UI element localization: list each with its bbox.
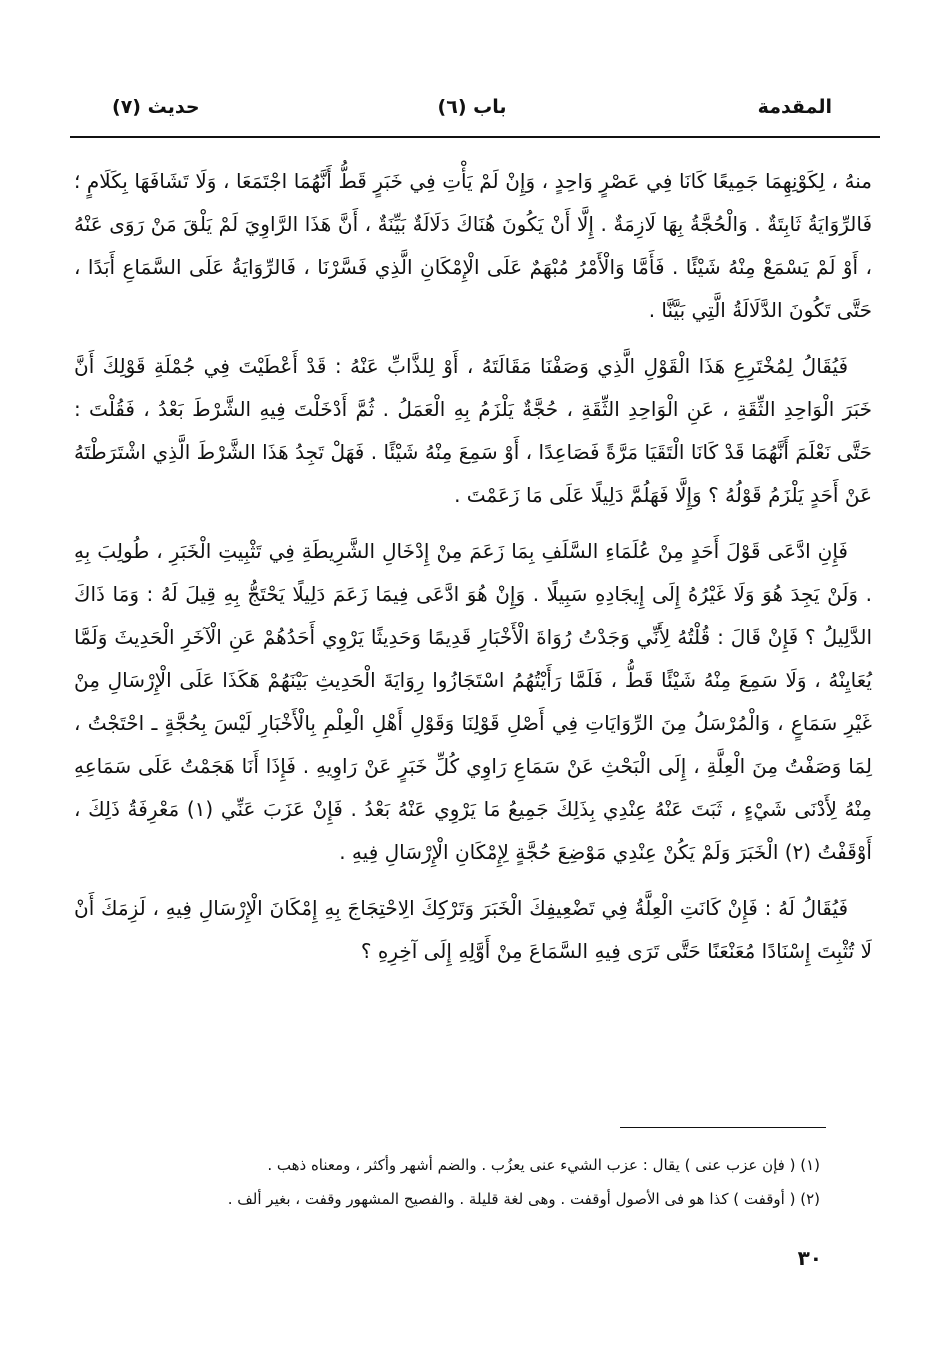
header-section-title: المقدمة bbox=[757, 96, 832, 118]
paragraph: فَيُقَالُ لَهُ : فَإِنْ كَانَتِ الْعِلَّةُ فِي تَضْعِيفِكَ الْخَبَرَ وَتَرْكِكَ الِاحْتِجَاجَ بِهِ إِمْكَانَ الْإِرْسَالِ فِيهِ ، لَزِمَكَ أَنْ لَا تُثْبِتَ إِسْنَادًا مُعَنْعَنًا حَتَّى تَرَى فِيهِ السَّمَاعَ مِنْ أَوَّلِهِ إِلَى آخِرِهِ ؟ bbox=[74, 896, 872, 963]
footnote-divider bbox=[620, 1127, 826, 1128]
header-hadith-label: حديث (٧) bbox=[112, 96, 200, 118]
main-text bbox=[74, 160, 872, 986]
header-divider bbox=[70, 136, 880, 138]
paragraph: فَإِنِ ادَّعَى قَوْلَ أَحَدٍ مِنْ عُلَمَاءِ السَّلَفِ بِمَا زَعَمَ مِنْ إِدْخَالِ الشَّرِيطَةِ فِي تَثْبِيتِ الْخَبَرِ ، طُولِبَ بِهِ . وَلَنْ يَجِدَ هُوَ وَلَا غَيْرُهُ إِلَى إِيجَادِهِ سَبِيلًا . وَإِنْ هُوَ ادَّعَى فِيمَا زَعَمَ دَلِيلًا يَحْتَجُّ بِهِ قِيلَ لَهُ : وَمَا ذَاكَ الدَّلِيلُ ؟ فَإِنْ قَالَ : قُلْتُهُ لِأَنِّي وَجَدْتُ رُوَاةَ الْأَخْبَارِ قَدِيمًا وَحَدِيثًا يَرْوِي أَحَدُهُمْ عَنِ الْآخَرِ الْحَدِيثَ وَلَمَّا يُعَايِنْهُ ، وَلَا سَمِعَ مِنْهُ شَيْئًا قَطُّ ، فَلَمَّا رَأَيْتُهُمُ اسْتَجَازُوا رِوَايَةَ الْحَدِيثِ بَيْنَهُمْ هَكَذَا عَلَى الْإِرْسَالِ مِنْ غَيْرِ سَمَاعٍ ، وَالْمُرْسَلُ مِنَ الرِّوَايَاتِ فِي أَصْلِ قَوْلِنَا وَقَوْلِ أَهْلِ الْعِلْمِ بِالْأَخْبَارِ لَيْسَ بِحُجَّةٍ ـ احْتَجْتُ ، لِمَا وَصَفْتُ مِنَ الْعِلَّةِ ، إِلَى الْبَحْثِ عَنْ سَمَاعِ رَاوِي كُلِّ خَبَرٍ عَنْ رَاوِيهِ . فَإِذَا أَنَا هَجَمْتُ عَلَى سَمَاعِهِ مِنْهُ لِأَدْنَى شَيْءٍ ، ثَبَتَ عَنْهُ عِنْدِي بِذَلِكَ جَمِيعُ مَا يَرْوِي عَنْهُ بَعْدُ . فَإِنْ عَزَبَ عَنِّي (١) مَعْرِفَةُ ذَلِكَ ، أَوْقَفْتُ (٢) الْخَبَرَ وَلَمْ يَكُنْ عِنْدِي مَوْضِعَ حُجَّةٍ لِإِمْكَانِ الْإِرْسَالِ فِيهِ . bbox=[74, 539, 872, 864]
footnote: (١) ( فإن عزب عنى ) يقال : عزب الشيء عنى يعزُب . والضم أشهر وأكثر ، ومعناه ذهب . bbox=[267, 1156, 820, 1174]
running-header bbox=[112, 96, 832, 136]
footnotes bbox=[90, 1148, 820, 1216]
footnote: (٢) ( أوقفت ) كذا هو فى الأصول أوقفت . وهى لغة قليلة . والفصيح المشهور وقفت ، بغير ألف . bbox=[227, 1190, 820, 1208]
paragraph: فَيُقَالُ لِمُخْتَرِعِ هَذَا الْقَوْلِ الَّذِي وَصَفْنَا مَقَالَتَهُ ، أَوْ لِلذَّابِّ عَنْهُ : قَدْ أَعْطَيْتَ فِي جُمْلَةِ قَوْلِكَ أَنَّ خَبَرَ الْوَاحِدِ الثِّقَةِ ، عَنِ الْوَاحِدِ الثِّقَةِ ، حُجَّةٌ يَلْزَمُ بِهِ الْعَمَلُ . ثُمَّ أَدْخَلْتَ فِيهِ الشَّرْطَ بَعْدُ ، فَقُلْتَ : حَتَّى نَعْلَمَ أَنَّهُمَا قَدْ كَانَا الْتَقَيَا مَرَّةً فَصَاعِدًا ، أَوْ سَمِعَ مِنْهُ شَيْئًا . فَهَلْ تَجِدُ هَذَا الشَّرْطَ الَّذِي اشْتَرَطْتَهُ عَنْ أَحَدٍ يَلْزَمُ قَوْلُهُ ؟ وَإِلَّا فَهَلُمَّ دَلِيلًا عَلَى مَا زَعَمْتَ . bbox=[74, 354, 872, 507]
paragraph: منهُ ، لِكَوْنِهِمَا جَمِيعًا كَانَا فِي عَصْرٍ وَاحِدٍ ، وَإِنْ لَمْ يَأْتِ فِي خَبَرٍ قَطُّ أَنَّهُمَا اجْتَمَعَا ، وَلَا تَشَافَهَا بِكَلَامٍ ؛ فَالرِّوَايَةُ ثَابِتَةٌ . وَالْحُجَّةُ بِهَا لَازِمَةٌ . إِلَّا أَنْ يَكُونَ هُنَاكَ دَلَالَةٌ بَيِّنَةٌ ، أَنَّ هَذَا الرَّاوِيَ لَمْ يَلْقَ مَنْ رَوَى عَنْهُ ، أَوْ لَمْ يَسْمَعْ مِنْهُ شَيْئًا . فَأَمَّا وَالْأَمْرُ مُبْهَمٌ عَلَى الْإِمْكَانِ الَّذِي فَسَّرْنَا ، فَالرِّوَايَةُ عَلَى السَّمَاعِ أَبَدًا ، حَتَّى تَكُونَ الدَّلَالَةُ الَّتِي بَيَّنَّا . bbox=[74, 169, 872, 322]
header-chapter-label: باب (٦) bbox=[437, 96, 507, 118]
page-number: ٣٠ bbox=[797, 1246, 822, 1270]
